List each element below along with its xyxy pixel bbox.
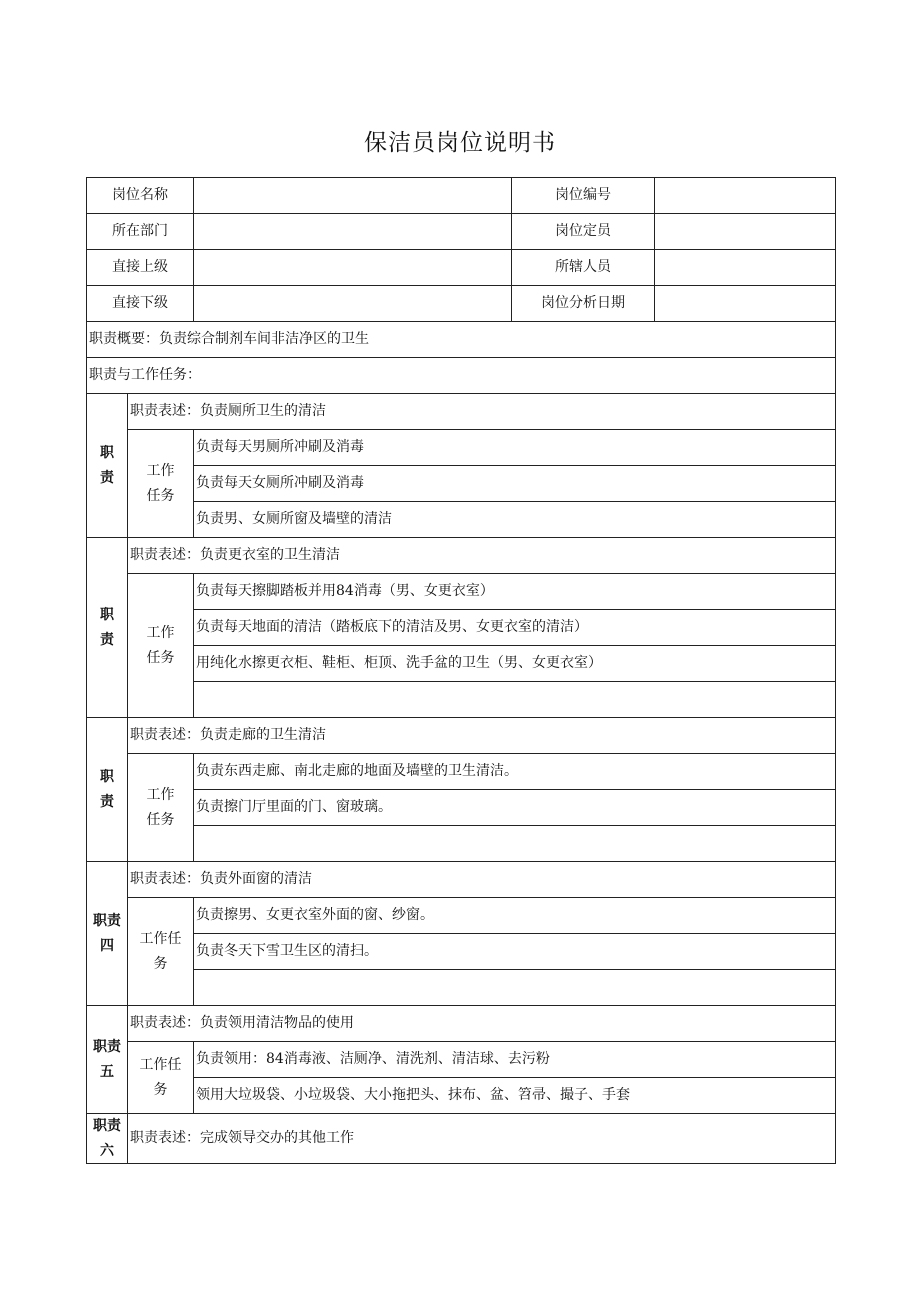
task-label-line2: 任务	[146, 811, 175, 828]
info-row	[87, 250, 836, 286]
task-label-line1: 工作	[146, 787, 175, 803]
duty-description: 职责表述：完成领导交办的其他工作	[128, 1114, 836, 1164]
duty-label-line2: 四	[100, 937, 114, 954]
job-description-table	[86, 177, 836, 1164]
task-label-line2: 任务	[146, 487, 175, 504]
task-label-line1: 工作任	[139, 931, 182, 947]
info-value-field[interactable]	[194, 214, 512, 250]
task-row	[87, 754, 836, 790]
info-value-field[interactable]	[655, 214, 836, 250]
duty-label	[87, 1114, 128, 1164]
duty-description-row	[87, 862, 836, 898]
task-item	[194, 826, 836, 862]
info-label: 所辖人员	[512, 250, 655, 286]
duty-label-line1: 职责	[93, 913, 121, 929]
duty-label-line2: 责	[100, 631, 114, 648]
task-row	[87, 898, 836, 934]
task-row	[87, 970, 836, 1006]
task-label-line1: 工作任	[139, 1057, 182, 1073]
task-item: 负责东西走廊、南北走廊的地面及墙壁的卫生清洁。	[194, 754, 836, 790]
info-label: 所在部门	[87, 214, 194, 250]
info-label: 直接上级	[87, 250, 194, 286]
duty-description: 职责表述：负责更衣室的卫生清洁	[128, 538, 836, 574]
task-row	[87, 646, 836, 682]
task-row	[87, 1078, 836, 1114]
duty-description-row	[87, 1006, 836, 1042]
info-value-field[interactable]	[194, 286, 512, 322]
duty-label	[87, 1006, 128, 1114]
duty-label-line1: 职	[100, 769, 114, 785]
task-item	[194, 970, 836, 1006]
task-item: 负责男、女厕所窗及墙壁的清洁	[194, 502, 836, 538]
task-row	[87, 934, 836, 970]
duty-label-line2: 六	[100, 1142, 114, 1159]
info-row	[87, 178, 836, 214]
duty-label	[87, 718, 128, 862]
task-row	[87, 682, 836, 718]
task-item: 负责擦门厅里面的门、窗玻璃。	[194, 790, 836, 826]
task-row	[87, 466, 836, 502]
task-item: 负责冬天下雪卫生区的清扫。	[194, 934, 836, 970]
info-value-field[interactable]	[655, 178, 836, 214]
duty-label-line1: 职	[100, 607, 114, 623]
info-row	[87, 286, 836, 322]
task-item: 负责每天擦脚踏板并用84消毒（男、女更衣室）	[194, 574, 836, 610]
info-value-field[interactable]	[194, 250, 512, 286]
duty-label-line2: 五	[100, 1063, 114, 1080]
duty-description: 职责表述：负责领用清洁物品的使用	[128, 1006, 836, 1042]
duties-heading-row	[87, 358, 836, 394]
duty-label-line2: 责	[100, 793, 114, 810]
duty-label	[87, 394, 128, 538]
duty-label-line1: 职	[100, 445, 114, 461]
info-value-field[interactable]	[655, 250, 836, 286]
task-label-line2: 务	[153, 1081, 168, 1098]
duty-description-row	[87, 718, 836, 754]
info-label: 岗位编号	[512, 178, 655, 214]
task-label	[128, 430, 194, 538]
duty-label-line1: 职责	[93, 1039, 121, 1055]
duty-label	[87, 862, 128, 1006]
task-row	[87, 1042, 836, 1078]
info-value-field[interactable]	[194, 178, 512, 214]
duty-description: 职责表述：负责走廊的卫生清洁	[128, 718, 836, 754]
task-item: 领用大垃圾袋、小垃圾袋、大小拖把头、抹布、盆、笤帚、撮子、手套	[194, 1078, 836, 1114]
duty-description: 职责表述：负责外面窗的清洁	[128, 862, 836, 898]
duty-summary: 职责概要：负责综合制剂车间非洁净区的卫生	[87, 322, 836, 358]
info-label: 直接下级	[87, 286, 194, 322]
task-row	[87, 790, 836, 826]
task-item	[194, 682, 836, 718]
duties-heading: 职责与工作任务：	[87, 358, 836, 394]
task-row	[87, 826, 836, 862]
task-label	[128, 898, 194, 1006]
info-label: 岗位定员	[512, 214, 655, 250]
task-label-line2: 务	[153, 955, 168, 972]
info-value-field[interactable]	[655, 286, 836, 322]
task-row	[87, 502, 836, 538]
duty-description-row	[87, 394, 836, 430]
task-label	[128, 1042, 194, 1114]
task-label-line1: 工作	[146, 625, 175, 641]
duty-label-line2: 责	[100, 469, 114, 486]
task-item: 负责每天地面的清洁（踏板底下的清洁及男、女更衣室的清洁）	[194, 610, 836, 646]
task-item: 用纯化水擦更衣柜、鞋柜、柜顶、洗手盆的卫生（男、女更衣室）	[194, 646, 836, 682]
task-label-line1: 工作	[146, 463, 175, 479]
duty-description-row	[87, 538, 836, 574]
duty-description-row	[87, 1114, 836, 1164]
info-label: 岗位名称	[87, 178, 194, 214]
info-row	[87, 214, 836, 250]
task-row	[87, 610, 836, 646]
task-item: 负责领用：84消毒液、洁厕净、清洗剂、清洁球、去污粉	[194, 1042, 836, 1078]
task-label-line2: 任务	[146, 649, 175, 666]
info-label: 岗位分析日期	[512, 286, 655, 322]
task-item: 负责每天男厕所冲刷及消毒	[194, 430, 836, 466]
task-item: 负责擦男、女更衣室外面的窗、纱窗。	[194, 898, 836, 934]
summary-row	[87, 322, 836, 358]
duty-label-line1: 职责	[93, 1118, 121, 1134]
task-label	[128, 754, 194, 862]
duty-label	[87, 538, 128, 718]
page-title: 保洁员岗位说明书	[364, 130, 556, 156]
duty-description: 职责表述：负责厕所卫生的清洁	[128, 394, 836, 430]
task-row	[87, 430, 836, 466]
task-row	[87, 574, 836, 610]
task-label	[128, 574, 194, 718]
task-item: 负责每天女厕所冲刷及消毒	[194, 466, 836, 502]
